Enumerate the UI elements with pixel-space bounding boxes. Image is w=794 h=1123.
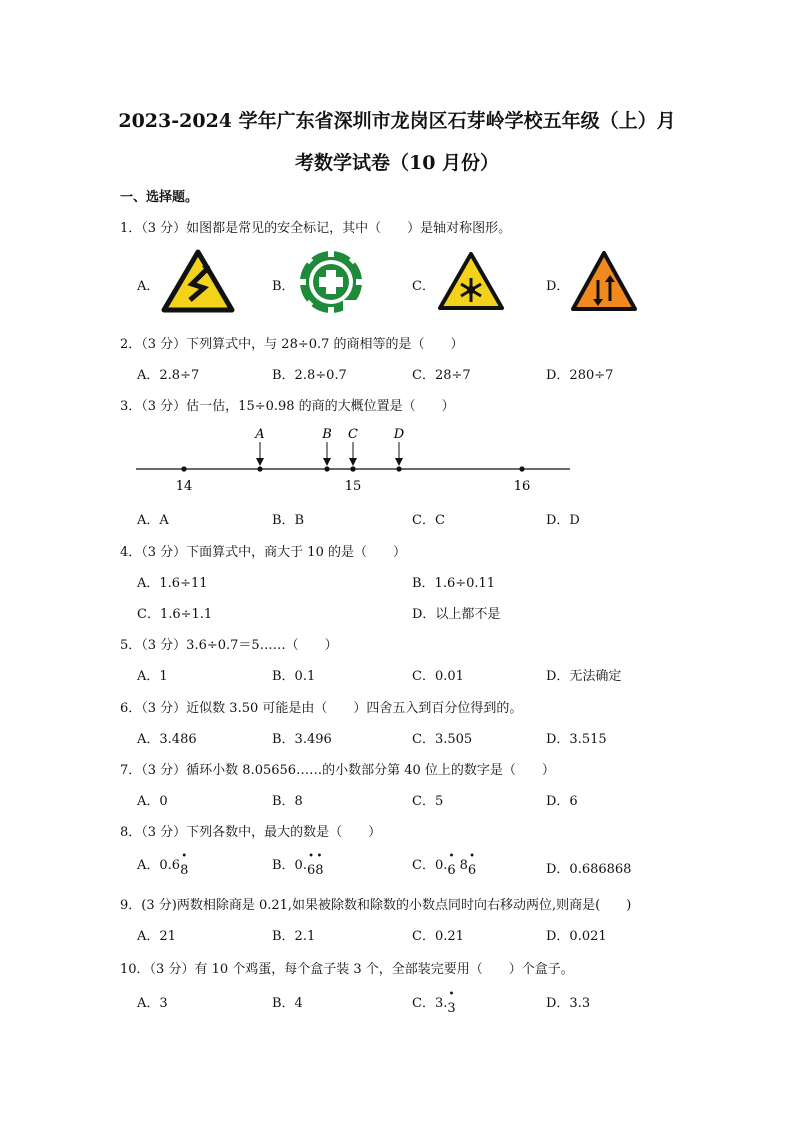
paper-title-line1: 2023-2024 学年广东省深圳市龙岗区石芽岭学校五年级（上）月 xyxy=(118,110,676,132)
question-4-stem: 4．（3 分）下面算式中，商大于 10 的是（ ） xyxy=(120,545,406,560)
q8-a-prefix: A．0.6 xyxy=(137,858,181,873)
zigzag-warning-sign-icon xyxy=(160,248,236,314)
q8-option-d: D．0.686868 xyxy=(546,862,632,877)
point-label-d: D xyxy=(393,427,405,442)
question-2-stem: 2．（3 分）下列算式中，与 28÷0.7 的商相等的是（ ） xyxy=(120,337,464,352)
q7-option-d: D．6 xyxy=(546,794,578,809)
q7-option-b: B．8 xyxy=(272,794,303,809)
q3-option-c: C．C xyxy=(412,513,445,528)
paper-title-line2: 考数学试卷（10 月份） xyxy=(294,152,500,174)
q8-c-middle-digit: 8 xyxy=(459,858,468,873)
q8-option-b xyxy=(272,854,324,878)
question-8-stem: 8．（3 分）下列各数中，最大的数是（ ） xyxy=(120,825,382,840)
q6-option-a: A．3.486 xyxy=(137,732,197,747)
q8-option-a xyxy=(137,854,189,878)
question-9-stem: 9．(3 分)两数相除商是 0.21,如果被除数和除数的小数点同时向右移动两位,则商是( ) xyxy=(120,898,632,913)
q8-a-repeating-digit: • 8 xyxy=(180,863,188,878)
question-3-stem: 3．（3 分）估一估，15÷0.98 的商的大概位置是（ ） xyxy=(120,399,455,414)
point-label-b: B xyxy=(322,427,332,442)
q8-option-c xyxy=(412,854,477,878)
question-1-stem: 1．（3 分）如图都是常见的安全标记，其中（ ）是轴对称图形。 xyxy=(120,221,512,236)
q8-c-prefix: C．0. xyxy=(412,858,448,873)
tick-label-14: 14 xyxy=(175,479,193,494)
question-5-stem: 5．（3 分）3.6÷0.7＝5……（ ） xyxy=(120,638,338,653)
q6-option-d: D．3.515 xyxy=(546,732,607,747)
q4-option-a: A．1.6÷11 xyxy=(137,576,208,591)
q7-option-a: A．0 xyxy=(137,794,168,809)
tick-label-15: 15 xyxy=(344,479,362,494)
q1-option-d-label: D． xyxy=(546,279,570,294)
q9-option-c: C．0.21 xyxy=(412,929,464,944)
q4-option-d: D．以上都不是 xyxy=(412,607,501,622)
two-way-traffic-sign-icon xyxy=(570,250,638,312)
q4-option-c: C．1.6÷1.1 xyxy=(137,607,213,622)
q8-b-repeating-digit-2: • 8 xyxy=(315,863,323,878)
question-6-stem: 6．（3 分）近似数 3.50 可能是由（ ）四舍五入到百分位得到的。 xyxy=(120,701,523,716)
q6-option-c: C．3.505 xyxy=(412,732,473,747)
question-7-stem: 7．（3 分）循环小数 8.05656……的小数部分第 40 位上的数字是（ ） xyxy=(120,763,555,778)
q8-b-repeating-digit-1: • 6 xyxy=(307,863,315,878)
q2-option-b: B．2.8÷0.7 xyxy=(272,368,347,383)
q5-option-a: A．1 xyxy=(137,669,168,684)
q9-option-d: D．0.021 xyxy=(546,929,607,944)
point-label-a: A xyxy=(255,427,265,442)
q1-option-c-label: C． xyxy=(412,279,435,294)
q10-c-prefix: C．3. xyxy=(412,996,448,1011)
tick-label-16: 16 xyxy=(513,479,531,494)
q1-option-a-label: A． xyxy=(137,279,160,294)
q10-c-repeating-digit: • 3 xyxy=(447,1001,455,1016)
q10-option-b: B．4 xyxy=(272,996,303,1011)
q8-b-prefix: B．0. xyxy=(272,858,307,873)
q7-option-c: C．5 xyxy=(412,794,444,809)
q3-option-b: B．B xyxy=(272,513,305,528)
number-line-diagram xyxy=(136,424,572,494)
snowflake-warning-sign-icon xyxy=(436,250,506,312)
q4-option-b: B．1.6÷0.11 xyxy=(412,576,496,591)
q10-option-d: D．3.3 xyxy=(546,996,591,1011)
question-10-stem: 10．（3 分）有 10 个鸡蛋，每个盒子装 3 个，全部装完要用（ ）个盒子。 xyxy=(120,962,574,977)
q10-option-a: A．3 xyxy=(137,996,168,1011)
q3-option-a: A．A xyxy=(137,513,169,528)
q10-option-c xyxy=(412,992,456,1016)
q1-option-b-label: B． xyxy=(272,279,295,294)
q5-option-d: D．无法确定 xyxy=(546,669,622,684)
q6-option-b: B．3.496 xyxy=(272,732,332,747)
q2-option-c: C．28÷7 xyxy=(412,368,471,383)
q2-option-a: A．2.8÷7 xyxy=(137,368,200,383)
q9-option-a: A．21 xyxy=(137,929,176,944)
safety-cross-gear-sign-icon xyxy=(297,248,365,316)
q5-option-b: B．0.1 xyxy=(272,669,316,684)
q8-c-repeating-digit-2: • 6 xyxy=(468,863,476,878)
q5-option-c: C．0.01 xyxy=(412,669,464,684)
q2-option-d: D．280÷7 xyxy=(546,368,614,383)
q8-c-repeating-digit-1: • 6 xyxy=(447,863,455,878)
q9-option-b: B．2.1 xyxy=(272,929,316,944)
point-label-c: C xyxy=(348,427,358,442)
q3-option-d: D．D xyxy=(546,513,580,528)
section-heading: 一、选择题。 xyxy=(120,190,199,205)
